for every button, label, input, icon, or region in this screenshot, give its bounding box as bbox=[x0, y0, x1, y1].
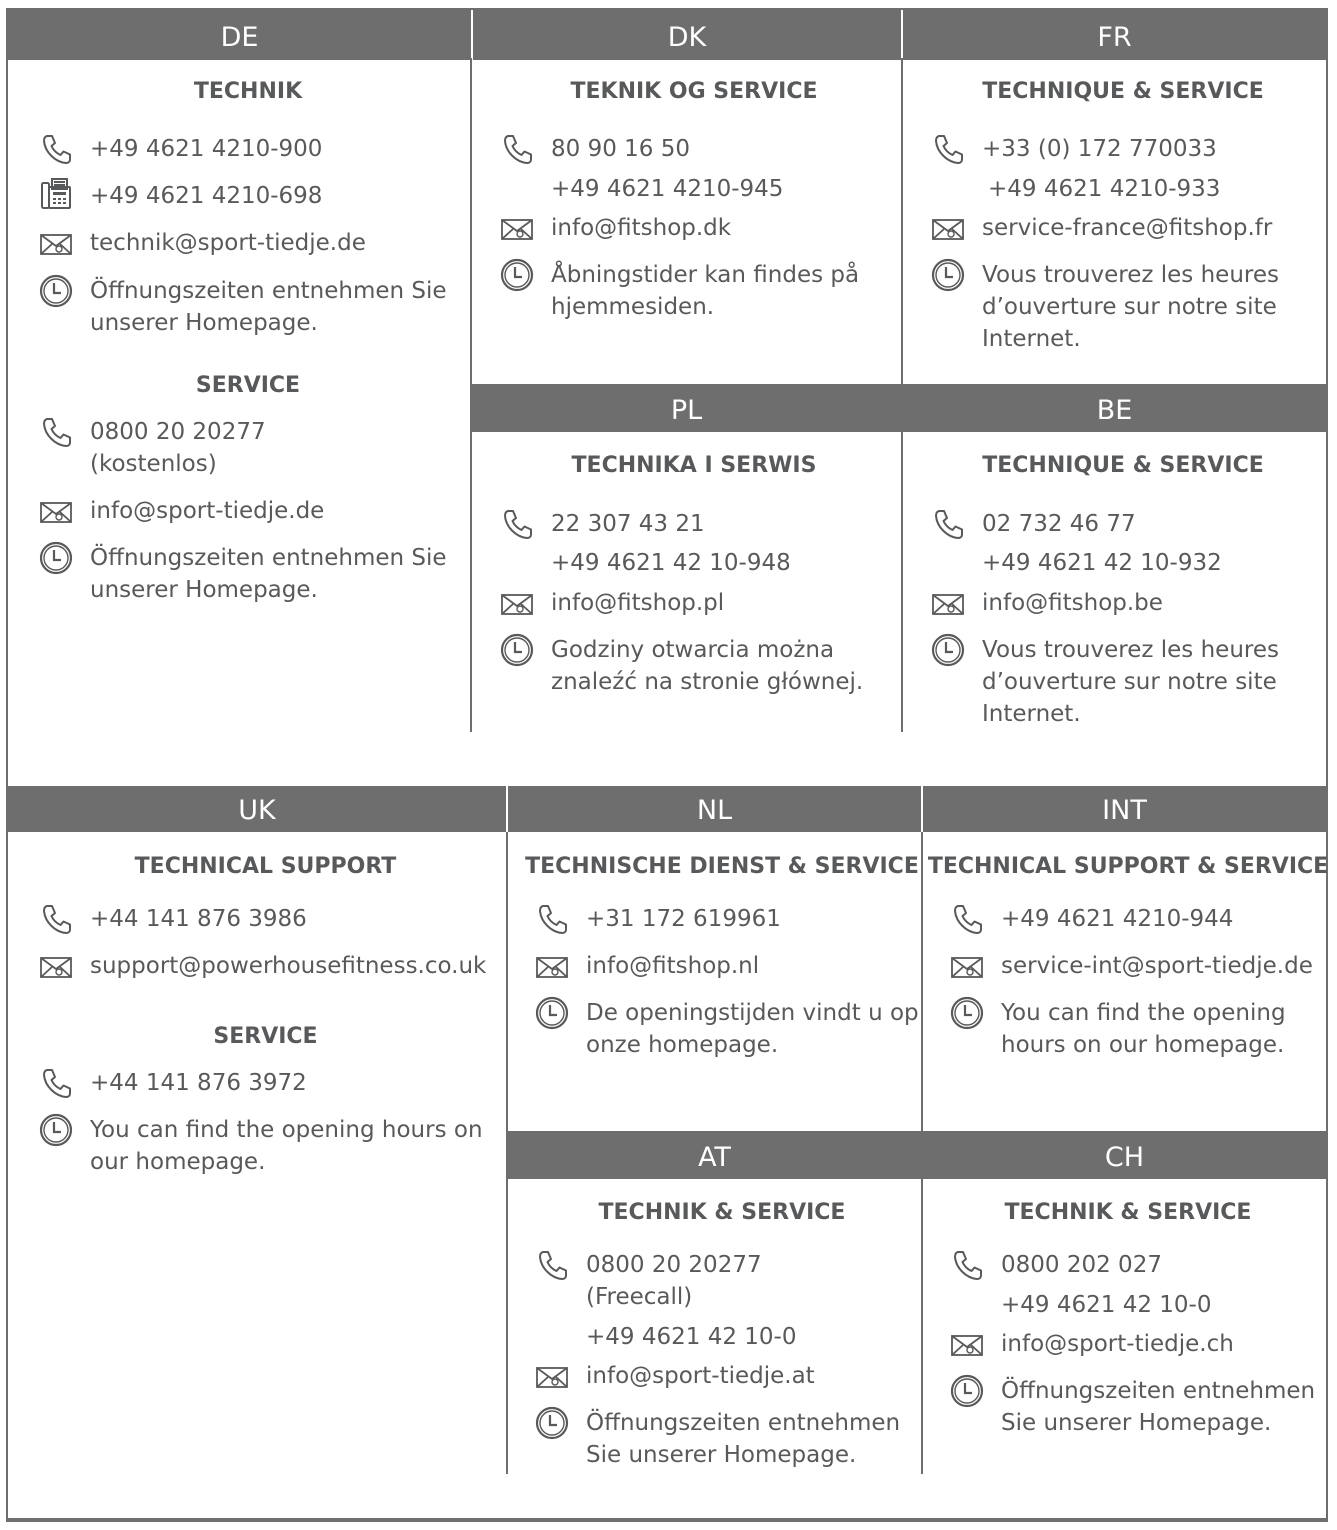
email-icon bbox=[39, 950, 73, 984]
int-title: TECHNICAL SUPPORT & SERVICE bbox=[927, 854, 1329, 879]
de-technik-email[interactable]: technik@sport-tiedje.de bbox=[90, 230, 366, 256]
phone-icon bbox=[39, 902, 73, 936]
dk-hours-1: Åbningstider kan findes på bbox=[551, 262, 860, 288]
de-service-hours-1: Öffnungszeiten entnehmen Sie bbox=[90, 545, 447, 571]
ch-title: TECHNIK & SERVICE bbox=[1004, 1200, 1252, 1225]
clock-icon bbox=[950, 1374, 984, 1408]
nl-hours-1: De openingstijden vindt u op bbox=[586, 1000, 919, 1026]
header-int: INT bbox=[923, 786, 1326, 832]
int-email[interactable]: service-int@sport-tiedje.de bbox=[1001, 953, 1313, 979]
pl-email[interactable]: info@fitshop.pl bbox=[551, 590, 725, 616]
de-service-hours-2: unserer Homepage. bbox=[90, 577, 318, 603]
at-hours-1: Öffnungszeiten entnehmen bbox=[586, 1410, 901, 1436]
phone-icon bbox=[500, 507, 534, 541]
clock-icon bbox=[931, 633, 965, 667]
email-icon bbox=[535, 1360, 569, 1394]
dk-phone-2[interactable]: +49 4621 4210-945 bbox=[551, 176, 784, 202]
nl-phone[interactable]: +31 172 619961 bbox=[586, 906, 781, 932]
nl-hours-2: onze homepage. bbox=[586, 1032, 779, 1058]
be-phone-2[interactable]: +49 4621 42 10-932 bbox=[982, 550, 1222, 576]
phone-icon bbox=[950, 902, 984, 936]
phone-icon bbox=[535, 902, 569, 936]
email-icon bbox=[39, 495, 73, 529]
be-hours-3: Internet. bbox=[982, 701, 1081, 727]
be-hours-1: Vous trouverez les heures bbox=[982, 637, 1279, 663]
de-service-phone-note: (kostenlos) bbox=[90, 451, 217, 477]
clock-icon bbox=[39, 274, 73, 308]
email-icon bbox=[950, 1328, 984, 1362]
de-technik-phone[interactable]: +49 4621 4210-900 bbox=[90, 136, 323, 162]
at-phone-1[interactable]: 0800 20 20277 bbox=[586, 1252, 762, 1278]
header-pl: PL bbox=[472, 386, 901, 432]
uk-hours-1: You can find the opening hours on bbox=[90, 1117, 483, 1143]
be-phone-1[interactable]: 02 732 46 77 bbox=[982, 511, 1136, 537]
uk-hours-2: our homepage. bbox=[90, 1149, 266, 1175]
clock-icon bbox=[39, 541, 73, 575]
clock-icon bbox=[39, 1113, 73, 1147]
clock-icon bbox=[500, 633, 534, 667]
de-technik-hours-1: Öffnungszeiten entnehmen Sie bbox=[90, 278, 447, 304]
nl-title: TECHNISCHE DIENST & SERVICE bbox=[525, 854, 919, 879]
ch-hours-1: Öffnungszeiten entnehmen bbox=[1001, 1378, 1316, 1404]
email-icon bbox=[931, 587, 965, 621]
fr-phone-2[interactable]: +49 4621 4210-933 bbox=[988, 176, 1221, 202]
phone-icon bbox=[535, 1248, 569, 1282]
email-icon bbox=[500, 212, 534, 246]
clock-icon bbox=[950, 996, 984, 1030]
header-uk: UK bbox=[8, 786, 506, 832]
pl-hours-2: znaleźć na stronie głównej. bbox=[551, 669, 864, 695]
int-hours-2: hours on our homepage. bbox=[1001, 1032, 1285, 1058]
clock-icon bbox=[500, 258, 534, 292]
uk-service-title: SERVICE bbox=[213, 1024, 318, 1049]
de-service-title: SERVICE bbox=[195, 373, 301, 398]
phone-icon bbox=[39, 132, 73, 166]
int-hours-1: You can find the opening bbox=[1001, 1000, 1286, 1026]
fr-hours-2: d’ouverture sur notre site bbox=[982, 294, 1277, 320]
de-technik-fax: +49 4621 4210-698 bbox=[90, 183, 323, 209]
uk-support-email[interactable]: support@powerhousefitness.co.uk bbox=[90, 953, 487, 979]
be-email[interactable]: info@fitshop.be bbox=[982, 590, 1163, 616]
dk-email[interactable]: info@fitshop.dk bbox=[551, 215, 732, 241]
header-fr: FR bbox=[903, 10, 1326, 60]
phone-icon bbox=[500, 132, 534, 166]
dk-hours-2: hjemmesiden. bbox=[551, 294, 715, 320]
fr-hours-3: Internet. bbox=[982, 326, 1081, 352]
uk-support-phone[interactable]: +44 141 876 3986 bbox=[90, 906, 307, 932]
at-phone-1-note: (Freecall) bbox=[586, 1284, 693, 1310]
header-ch: CH bbox=[923, 1133, 1326, 1179]
ch-hours-2: Sie unserer Homepage. bbox=[1001, 1410, 1272, 1436]
fr-title: TECHNIQUE & SERVICE bbox=[982, 79, 1264, 104]
header-at: AT bbox=[508, 1133, 921, 1179]
at-title: TECHNIK & SERVICE bbox=[598, 1200, 846, 1225]
de-technik-title: TECHNIK bbox=[193, 79, 303, 104]
pl-title: TECHNIKA I SERWIS bbox=[571, 453, 817, 478]
at-email[interactable]: info@sport-tiedje.at bbox=[586, 1363, 815, 1389]
fr-phone-1[interactable]: +33 (0) 172 770033 bbox=[982, 136, 1217, 162]
de-service-email[interactable]: info@sport-tiedje.de bbox=[90, 498, 325, 524]
int-phone[interactable]: +49 4621 4210-944 bbox=[1001, 906, 1234, 932]
phone-icon bbox=[39, 415, 73, 449]
phone-icon bbox=[950, 1248, 984, 1282]
phone-icon bbox=[931, 507, 965, 541]
clock-icon bbox=[535, 1406, 569, 1440]
uk-service-phone[interactable]: +44 141 876 3972 bbox=[90, 1070, 307, 1096]
phone-icon bbox=[39, 1066, 73, 1100]
nl-email[interactable]: info@fitshop.nl bbox=[586, 953, 760, 979]
header-nl: NL bbox=[508, 786, 921, 832]
be-title: TECHNIQUE & SERVICE bbox=[982, 453, 1264, 478]
pl-phone-2[interactable]: +49 4621 42 10-948 bbox=[551, 550, 791, 576]
ch-email[interactable]: info@sport-tiedje.ch bbox=[1001, 1331, 1234, 1357]
at-phone-2[interactable]: +49 4621 42 10-0 bbox=[586, 1324, 797, 1350]
fax-icon bbox=[39, 177, 73, 211]
clock-icon bbox=[535, 996, 569, 1030]
uk-support-title: TECHNICAL SUPPORT bbox=[134, 854, 397, 879]
email-icon bbox=[39, 227, 73, 261]
clock-icon bbox=[931, 258, 965, 292]
header-be: BE bbox=[903, 386, 1326, 432]
de-service-phone[interactable]: 0800 20 20277 bbox=[90, 419, 266, 445]
dk-title: TEKNIK OG SERVICE bbox=[570, 79, 818, 104]
dk-phone-1[interactable]: 80 90 16 50 bbox=[551, 136, 690, 162]
at-hours-2: Sie unserer Homepage. bbox=[586, 1442, 857, 1468]
fr-email[interactable]: service-france@fitshop.fr bbox=[982, 215, 1273, 241]
email-icon bbox=[931, 212, 965, 246]
fr-hours-1: Vous trouverez les heures bbox=[982, 262, 1279, 288]
email-icon bbox=[500, 587, 534, 621]
email-icon bbox=[535, 950, 569, 984]
pl-hours-1: Godziny otwarcia można bbox=[551, 637, 835, 663]
header-dk: DK bbox=[473, 10, 901, 60]
email-icon bbox=[950, 950, 984, 984]
ch-phone-1[interactable]: 0800 202 027 bbox=[1001, 1252, 1162, 1278]
header-de: DE bbox=[8, 10, 471, 60]
ch-phone-2[interactable]: +49 4621 42 10-0 bbox=[1001, 1292, 1212, 1318]
phone-icon bbox=[931, 132, 965, 166]
be-hours-2: d’ouverture sur notre site bbox=[982, 669, 1277, 695]
de-technik-hours-2: unserer Homepage. bbox=[90, 310, 318, 336]
pl-phone-1[interactable]: 22 307 43 21 bbox=[551, 511, 705, 537]
